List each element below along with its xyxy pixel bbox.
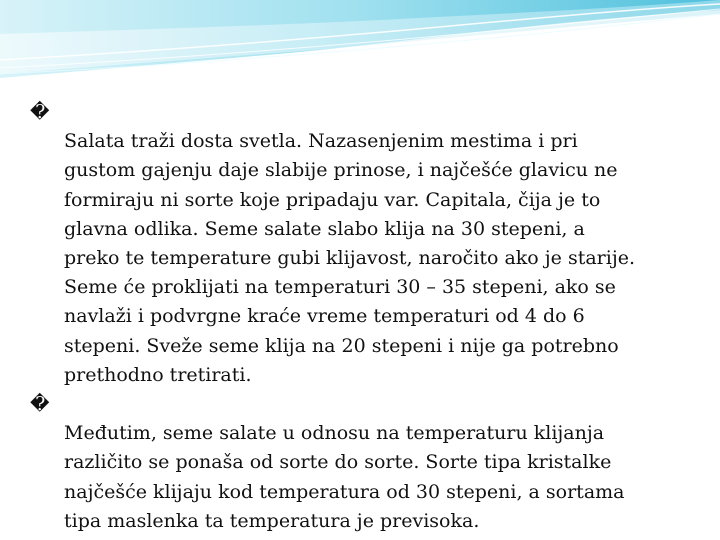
paragraph-1-text: Salata traži dosta svetla. Nazasenjenim mestima i pri gustom gajenju daje slabije prinose, i najčešće glavicu ne formiraju ni sorte koje pripadaju var. Capitala, čija je to glavna odlika. Seme salate slabo klija na 30 stepeni, a preko te temperature gubi klijavost, naročito ako je starije. Seme će proklijati na temperaturi 30 – 35 stepeni, ako se navlaži i podvrgne kraće vreme temperaturi od 4 do 6 stepeni. Sveže seme klija na 20 stepeni i nije ga potrebno prethodno tretirati. (64, 130, 636, 386)
slide-body (30, 98, 690, 536)
header-wave-decoration (0, 0, 720, 80)
bullet-glyph: � (30, 101, 50, 123)
paragraph-2 (30, 390, 690, 536)
paragraph-2-text: Međutim, seme salate u odnosu na temperaturu klijanja različito se ponaša od sorte do sorte. Sorte tipa kristalke najčešće klijaju kod temperatura od 30 stepeni, a sortama tipa maslenka ta temperatura je previsoka. (64, 422, 625, 532)
paragraph-1 (30, 98, 690, 390)
bullet-glyph: � (30, 393, 50, 416)
